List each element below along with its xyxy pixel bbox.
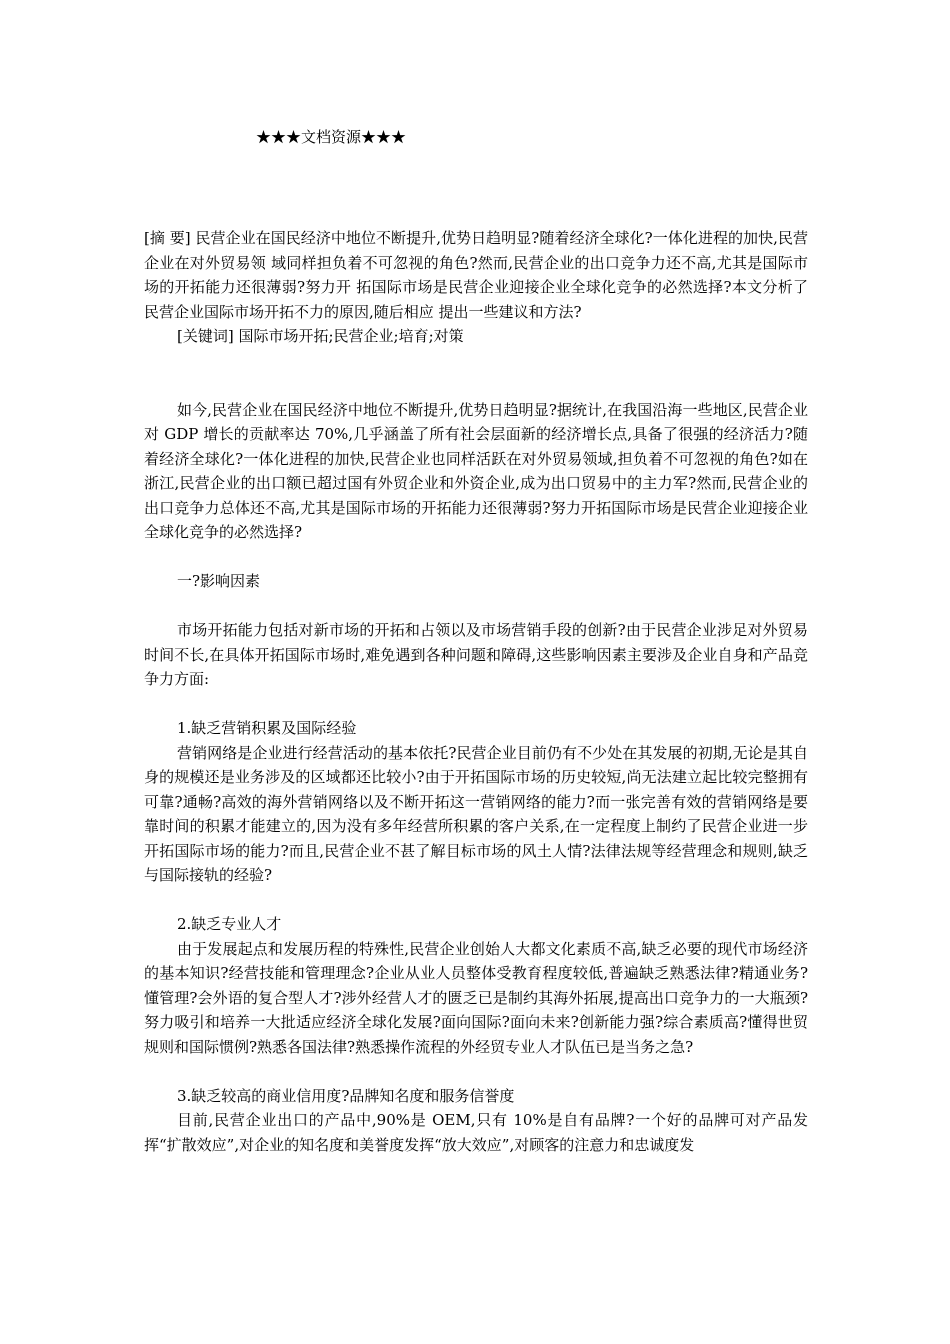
spacer — [144, 545, 808, 570]
abstract-paragraph: [摘 要] 民营企业在国民经济中地位不断提升,优势日趋明显?随着经济全球化?一体化进程的加快,民营企业在对外贸易领 域同样担负着不可忽视的角色?然而,民营企业的出口竞争力还不高,尤其是国际市场的开拓能力还很薄弱?努力开 拓国际市场是民营企业迎接企业全球化竞争的必然选择?本文分析了民营企业国际市场开拓不力的原因,随后相应 提出一些建议和方法? — [144, 229, 808, 321]
item-heading: 2.缺乏专业人才 — [177, 915, 282, 933]
item-heading: 1.缺乏营销积累及国际经验 — [177, 719, 357, 737]
section-paragraph: 市场开拓能力包括对新市场的开拓和占领以及市场营销手段的创新?由于民营企业涉足对外贸易时间不长,在具体开拓国际市场时,难免遇到各种问题和障碍,这些影响因素主要涉及企业自身和产品竞争力方面: — [144, 621, 808, 688]
item-paragraph: 由于发展起点和发展历程的特殊性,民营企业创始人大都文化素质不高,缺乏必要的现代市场经济的基本知识?经营技能和管理理念?企业从业人员整体受教育程度较低,普遍缺乏熟悉法律?精通业务?懂管理?会外语的复合型人才?涉外经营人才的匮乏已是制约其海外拓展,提高出口竞争力的一大瓶颈?努力吸引和培养一大批适应经济全球化发展?面向国际?面向未来?创新能力强?综合素质高?懂得世贸规则和国际惯例?熟悉各国法律?熟悉操作流程的外经贸专业人才队伍已是当务之急? — [144, 939, 808, 1056]
keywords-paragraph: [关键词] 国际市场开拓;民营企业;培育;对策 — [177, 327, 464, 345]
item-heading: 3.缺乏较高的商业信用度?品牌知名度和服务信誉度 — [177, 1086, 515, 1105]
spacer — [144, 692, 808, 717]
item-paragraph: 营销网络是企业进行经营活动的基本依托?民营企业目前仍有不少处在其发展的初期,无论是其自身的规模还是业务涉及的区域都还比较小?由于开拓国际市场的历史较短,尚无法建立起比较完整拥有可靠?通畅?高效的海外营销网络以及不断开拓这一营销网络的能力?而一张完善有效的营销网络是要靠时间的积累才能建立的,因为没有多年经营所积累的客户关系,在一定程度上制约了民营企业进一步开拓国际市场的能力?而且,民营企业不甚了解目标市场的风土人情?法律法规等经营理念和规则,缺乏与国际接轨的经验? — [144, 743, 808, 884]
spacer — [144, 1059, 808, 1084]
document-banner: ★★★文档资源★★★ — [256, 128, 407, 146]
section-heading: 一?影响因素 — [177, 572, 261, 590]
item-paragraph: 目前,民营企业出口的产品中,90%是 OEM,只有 10%是自有品牌?一个好的品牌可对产品发挥“扩散效应”,对企业的知名度和美誉度发挥“放大效应”,对顾客的注意力和忠诚度发 — [144, 1111, 808, 1154]
spacer — [144, 888, 808, 913]
spacer — [144, 349, 808, 398]
document-body — [144, 226, 808, 1157]
intro-paragraph: 如今,民营企业在国民经济中地位不断提升,优势日趋明显?据统计,在我国沿海一些地区,民营企业对 GDP 增长的贡献率达 70%,几乎涵盖了所有社会层面新的经济增长点,具备了很强的经济活力?随着经济全球化?一体化进程的加快,民营企业也同样活跃在对外贸易领域,担负着不可忽视的角色?如在浙江,民营企业的出口额已超过国有外贸企业和外资企业,成为出口贸易中的主力军?然而,民营企业的出口竞争力总体还不高,尤其是国际市场的开拓能力还很薄弱?努力开拓国际市场是民营企业迎接企业全球化竞争的必然选择? — [144, 400, 808, 541]
spacer — [144, 594, 808, 619]
